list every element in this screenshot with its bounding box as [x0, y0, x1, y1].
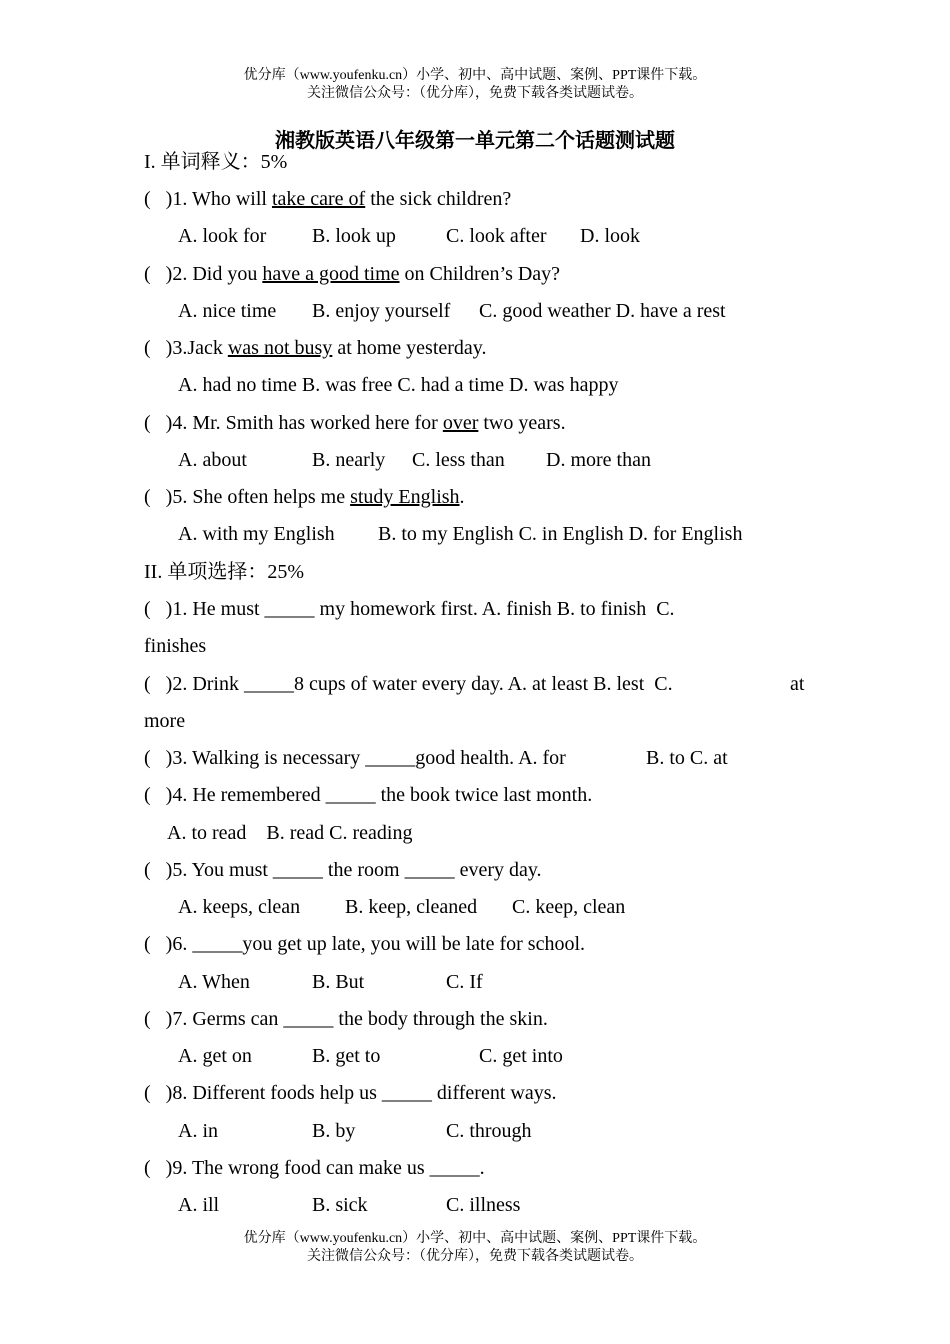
s2-q6-option-c: C. If — [446, 971, 483, 993]
footer-line-2: 关注微信公众号：（优分库），免费下载各类试题试卷。 — [307, 1249, 643, 1264]
s1-q4-option-b: B. nearly — [312, 449, 386, 471]
s2-q5-option-c: C. keep, clean — [512, 896, 626, 918]
s1-question-4: ( )4. Mr. Smith has worked here for over two years. — [144, 412, 566, 434]
header-line-2: 关注微信公众号：（优分库），免费下载各类试题试卷。 — [307, 86, 643, 101]
s1-q1-option-a: A. look for — [178, 225, 267, 247]
s2-question-1-cont: finishes — [144, 635, 207, 657]
s1-q4-option-d: D. more than — [546, 449, 651, 471]
s2-q5-option-b: B. keep, cleaned — [345, 896, 478, 918]
s1-q3-options: A. had no time B. was free C. had a time D. was happy — [178, 374, 619, 396]
s2-question-3: ( )3. Walking is necessary _____good health. A. for — [144, 747, 566, 769]
s2-q7-option-c: C. get into — [479, 1045, 563, 1067]
s2-q9-option-b: B. sick — [312, 1194, 368, 1216]
s2-question-4: ( )4. He remembered _____ the book twice last month. — [144, 784, 593, 806]
s2-question-7: ( )7. Germs can _____ the body through the skin. — [144, 1008, 548, 1030]
s2-question-8: ( )8. Different foods help us _____ different ways. — [144, 1082, 557, 1104]
s2-q9-option-a: A. ill — [178, 1194, 220, 1216]
s2-q7-option-a: A. get on — [178, 1045, 252, 1067]
s1-q1-option-b: B. look up — [312, 225, 396, 247]
footer-line-1: 优分库（www.youfenku.cn）小学、初中、高中试题、案例、PPT课件下载。 — [243, 1231, 707, 1246]
s1-question-5: ( )5. She often helps me study English. — [144, 486, 465, 508]
s2-question-3-options: B. to C. at — [646, 747, 728, 769]
s1-q2-option-a: A. nice time — [178, 300, 277, 322]
s2-question-9: ( )9. The wrong food can make us _____. — [144, 1157, 485, 1179]
section1-heading: I. 单词释义：5% — [144, 151, 288, 173]
s2-question-2-tail: at — [790, 673, 805, 695]
header-line-1: 优分库（www.youfenku.cn）小学、初中、高中试题、案例、PPT课件下载。 — [243, 68, 707, 83]
s2-q7-option-b: B. get to — [312, 1045, 381, 1067]
page-title: 湘教版英语八年级第一单元第二个话题测试题 — [275, 130, 675, 152]
s2-question-1: ( )1. He must _____ my homework first. A. finish B. to finish C. — [144, 598, 675, 620]
s2-question-2-cont: more — [144, 710, 186, 732]
s1-question-2: ( )2. Did you have a good time on Children’s Day? — [144, 263, 561, 285]
s1-q5-option-bcd: B. to my English C. in English D. for English — [378, 523, 743, 545]
s1-q2-option-cd: C. good weather D. have a rest — [479, 300, 726, 322]
s1-q2-option-b: B. enjoy yourself — [312, 300, 451, 322]
s2-q8-option-c: C. through — [446, 1120, 532, 1142]
s2-q8-option-b: B. by — [312, 1120, 356, 1142]
s2-q6-option-a: A. When — [178, 971, 250, 993]
s1-question-3: ( )3.Jack was not busy at home yesterday. — [144, 337, 487, 359]
s1-question-1: ( )1. Who will take care of the sick children? — [144, 188, 512, 210]
s1-q4-option-c: C. less than — [412, 449, 505, 471]
s2-question-6: ( )6. _____you get up late, you will be late for school. — [144, 933, 586, 955]
s2-q9-option-c: C. illness — [446, 1194, 521, 1216]
s2-q8-option-a: A. in — [178, 1120, 218, 1142]
s1-q4-option-a: A. about — [178, 449, 247, 471]
s1-q5-option-a: A. with my English — [178, 523, 335, 545]
section2-heading: II. 单项选择：25% — [144, 561, 304, 583]
s1-q1-option-c: C. look after — [446, 225, 547, 247]
s2-q6-option-b: B. But — [312, 971, 365, 993]
s2-question-5: ( )5. You must _____ the room _____ every day. — [144, 859, 542, 881]
s2-q5-option-a: A. keeps, clean — [178, 896, 301, 918]
s1-q1-option-d: D. look — [580, 225, 640, 247]
s2-q4-options: A. to read B. read C. reading — [167, 822, 413, 844]
s2-question-2: ( )2. Drink _____8 cups of water every day. A. at least B. lest C. — [144, 673, 673, 695]
